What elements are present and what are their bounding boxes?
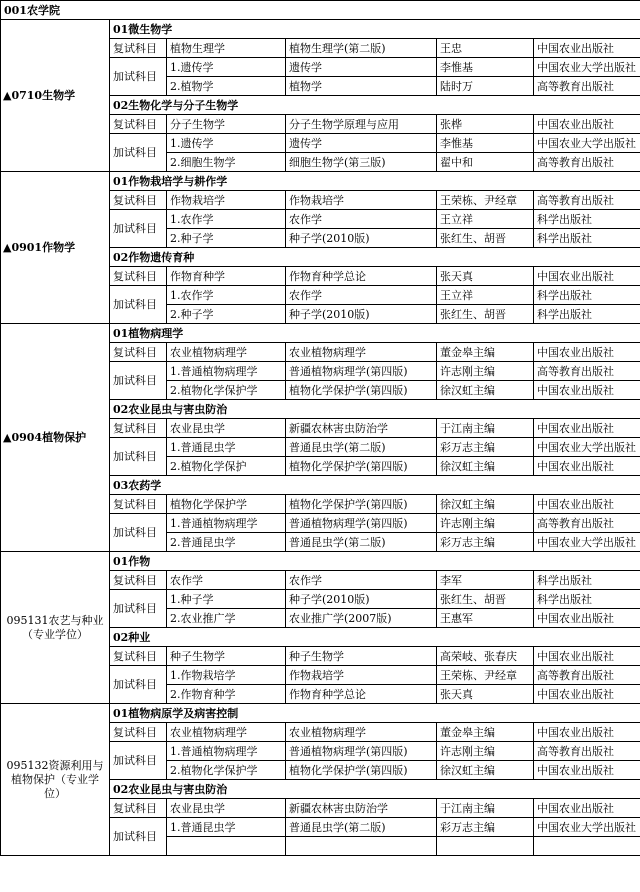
book-cell: 农作学 — [286, 210, 437, 229]
retest-label: 复试科目 — [110, 39, 167, 58]
book-cell: 种子学(2010版) — [286, 229, 437, 248]
publisher-cell: 中国农业出版社 — [534, 267, 640, 286]
book-cell: 种子学(2010版) — [286, 305, 437, 324]
subject-cell: 1.普通昆虫学 — [167, 438, 286, 457]
retest-label: 复试科目 — [110, 419, 167, 438]
book-cell: 农作学 — [286, 571, 437, 590]
publisher-cell: 中国农业出版社 — [534, 647, 640, 666]
author-cell: 许志刚主编 — [437, 362, 534, 381]
subject-cell: 2.细胞生物学 — [167, 153, 286, 172]
college-title: 001农学院 — [1, 1, 640, 20]
author-cell: 彩万志主编 — [437, 438, 534, 457]
direction-row — [1, 552, 640, 571]
subject-cell: 农业植物病理学 — [167, 343, 286, 362]
retest-label: 复试科目 — [110, 495, 167, 514]
direction-row — [1, 172, 640, 191]
subject-cell: 1.遗传学 — [167, 58, 286, 77]
subject-cell: 2.普通昆虫学 — [167, 533, 286, 552]
book-cell: 农业植物病理学 — [286, 343, 437, 362]
subject-cell: 植物生理学 — [167, 39, 286, 58]
author-cell: 许志刚主编 — [437, 742, 534, 761]
subject-cell: 作物育种学 — [167, 267, 286, 286]
publisher-cell: 高等教育出版社 — [534, 191, 640, 210]
author-cell: 张天真 — [437, 267, 534, 286]
publisher-cell: 科学出版社 — [534, 305, 640, 324]
subject-cell: 2.植物化学保护学 — [167, 381, 286, 400]
book-cell: 农业推广学(2007版) — [286, 609, 437, 628]
book-cell: 遗传学 — [286, 58, 437, 77]
book-cell: 普通植物病理学(第四版) — [286, 362, 437, 381]
subject-cell: 1.普通植物病理学 — [167, 514, 286, 533]
book-cell: 分子生物学原理与应用 — [286, 115, 437, 134]
direction-title: 01植物病理学 — [110, 324, 640, 343]
publisher-cell: 中国农业大学出版社 — [534, 134, 640, 153]
author-cell: 徐汉虹主编 — [437, 457, 534, 476]
major-name: ▲0901作物学 — [1, 172, 110, 324]
subject-cell: 2.种子学 — [167, 305, 286, 324]
author-cell: 许志刚主编 — [437, 514, 534, 533]
direction-title: 02种业 — [110, 628, 640, 647]
book-cell: 作物育种学总论 — [286, 267, 437, 286]
book-cell: 作物栽培学 — [286, 666, 437, 685]
publisher-cell: 高等教育出版社 — [534, 153, 640, 172]
subject-cell: 作物栽培学 — [167, 191, 286, 210]
author-cell: 董金皋主编 — [437, 343, 534, 362]
retest-label: 复试科目 — [110, 191, 167, 210]
retest-label: 复试科目 — [110, 799, 167, 818]
direction-row — [1, 20, 640, 39]
publisher-cell: 中国农业出版社 — [534, 419, 640, 438]
author-cell: 翟中和 — [437, 153, 534, 172]
book-cell: 作物育种学总论 — [286, 685, 437, 704]
direction-title: 02农业昆虫与害虫防治 — [110, 780, 640, 799]
major-name: ▲0904植物保护 — [1, 324, 110, 552]
retest-label: 复试科目 — [110, 647, 167, 666]
retest-label: 复试科目 — [110, 571, 167, 590]
author-cell: 彩万志主编 — [437, 818, 534, 837]
book-cell: 普通植物病理学(第四版) — [286, 742, 437, 761]
subject-cell: 1.遗传学 — [167, 134, 286, 153]
publisher-cell: 高等教育出版社 — [534, 666, 640, 685]
book-cell: 植物生理学(第二版) — [286, 39, 437, 58]
extra-label: 加试科目 — [110, 438, 167, 476]
book-cell — [286, 837, 437, 856]
subject-cell: 2.植物学 — [167, 77, 286, 96]
subject-cell: 2.农业推广学 — [167, 609, 286, 628]
author-cell: 徐汉虹主编 — [437, 381, 534, 400]
author-cell: 王立祥 — [437, 210, 534, 229]
extra-label: 加试科目 — [110, 58, 167, 96]
major-name: 095132资源利用与植物保护（专业学位） — [1, 704, 110, 856]
publisher-cell: 中国农业出版社 — [534, 115, 640, 134]
publisher-cell — [534, 837, 640, 856]
direction-title: 02农业昆虫与害虫防治 — [110, 400, 640, 419]
author-cell: 王荣栋、尹经章 — [437, 666, 534, 685]
publisher-cell: 中国农业出版社 — [534, 457, 640, 476]
subject-cell: 农业昆虫学 — [167, 419, 286, 438]
author-cell: 彩万志主编 — [437, 533, 534, 552]
extra-label: 加试科目 — [110, 210, 167, 248]
book-cell: 植物化学保护学(第四版) — [286, 761, 437, 780]
publisher-cell: 中国农业出版社 — [534, 723, 640, 742]
direction-title: 01植物病原学及病害控制 — [110, 704, 640, 723]
subject-cell: 种子生物学 — [167, 647, 286, 666]
extra-label: 加试科目 — [110, 286, 167, 324]
subject-cell: 2.植物化学保护 — [167, 457, 286, 476]
publisher-cell: 中国农业出版社 — [534, 381, 640, 400]
direction-title: 02生物化学与分子生物学 — [110, 96, 640, 115]
author-cell: 王立祥 — [437, 286, 534, 305]
subject-cell: 2.种子学 — [167, 229, 286, 248]
book-cell: 普通昆虫学(第二版) — [286, 533, 437, 552]
subject-cell: 1.普通植物病理学 — [167, 362, 286, 381]
major-name: ▲0710生物学 — [1, 20, 110, 172]
author-cell: 陆时万 — [437, 77, 534, 96]
book-cell: 植物化学保护学(第四版) — [286, 495, 437, 514]
author-cell: 徐汉虹主编 — [437, 761, 534, 780]
extra-label: 加试科目 — [110, 742, 167, 780]
book-cell: 植物化学保护学(第四版) — [286, 381, 437, 400]
book-cell: 普通昆虫学(第二版) — [286, 438, 437, 457]
publisher-cell: 中国农业出版社 — [534, 685, 640, 704]
direction-row — [1, 324, 640, 343]
major-name: 095131农艺与种业（专业学位） — [1, 552, 110, 704]
subject-cell: 分子生物学 — [167, 115, 286, 134]
subject-cell: 2.植物化学保护学 — [167, 761, 286, 780]
extra-label: 加试科目 — [110, 514, 167, 552]
retest-label: 复试科目 — [110, 267, 167, 286]
extra-label: 加试科目 — [110, 818, 167, 856]
author-cell: 李惟基 — [437, 134, 534, 153]
subject-cell: 植物化学保护学 — [167, 495, 286, 514]
author-cell: 张红生、胡晋 — [437, 229, 534, 248]
author-cell: 王惠军 — [437, 609, 534, 628]
publisher-cell: 中国农业大学出版社 — [534, 533, 640, 552]
publisher-cell: 中国农业大学出版社 — [534, 818, 640, 837]
direction-title: 01作物 — [110, 552, 640, 571]
publisher-cell: 高等教育出版社 — [534, 742, 640, 761]
publisher-cell: 科学出版社 — [534, 210, 640, 229]
publisher-cell: 高等教育出版社 — [534, 362, 640, 381]
subject-cell: 1.农作学 — [167, 210, 286, 229]
author-cell: 李军 — [437, 571, 534, 590]
book-cell: 种子生物学 — [286, 647, 437, 666]
publisher-cell: 高等教育出版社 — [534, 514, 640, 533]
publisher-cell: 科学出版社 — [534, 286, 640, 305]
subject-cell: 2.作物育种学 — [167, 685, 286, 704]
publisher-cell: 中国农业出版社 — [534, 39, 640, 58]
publisher-cell: 中国农业大学出版社 — [534, 58, 640, 77]
subject-cell: 农作学 — [167, 571, 286, 590]
publisher-cell: 科学出版社 — [534, 590, 640, 609]
author-cell: 高荣岐、张春庆 — [437, 647, 534, 666]
author-cell: 董金皋主编 — [437, 723, 534, 742]
publisher-cell: 中国农业大学出版社 — [534, 438, 640, 457]
retest-label: 复试科目 — [110, 115, 167, 134]
book-cell: 作物栽培学 — [286, 191, 437, 210]
book-cell: 农业植物病理学 — [286, 723, 437, 742]
subject-cell: 1.种子学 — [167, 590, 286, 609]
subject-cell: 1.农作学 — [167, 286, 286, 305]
book-cell: 新疆农林害虫防治学 — [286, 799, 437, 818]
direction-title: 03农药学 — [110, 476, 640, 495]
author-cell: 张红生、胡晋 — [437, 590, 534, 609]
publisher-cell: 中国农业出版社 — [534, 343, 640, 362]
book-cell: 农作学 — [286, 286, 437, 305]
author-cell: 张天真 — [437, 685, 534, 704]
book-cell: 普通植物病理学(第四版) — [286, 514, 437, 533]
extra-label: 加试科目 — [110, 590, 167, 628]
subject-cell: 农业植物病理学 — [167, 723, 286, 742]
extra-label: 加试科目 — [110, 666, 167, 704]
author-cell: 王荣栋、尹经章 — [437, 191, 534, 210]
retest-label: 复试科目 — [110, 343, 167, 362]
book-cell: 种子学(2010版) — [286, 590, 437, 609]
subject-cell: 1.普通植物病理学 — [167, 742, 286, 761]
direction-title: 02作物遗传育种 — [110, 248, 640, 267]
book-cell: 遗传学 — [286, 134, 437, 153]
retest-label: 复试科目 — [110, 723, 167, 742]
college-row — [1, 1, 640, 20]
direction-title: 01作物栽培学与耕作学 — [110, 172, 640, 191]
author-cell: 李惟基 — [437, 58, 534, 77]
subject-cell: 农业昆虫学 — [167, 799, 286, 818]
author-cell: 张红生、胡晋 — [437, 305, 534, 324]
book-cell: 普通昆虫学(第二版) — [286, 818, 437, 837]
publisher-cell: 中国农业出版社 — [534, 761, 640, 780]
author-cell — [437, 837, 534, 856]
extra-label: 加试科目 — [110, 134, 167, 172]
publisher-cell: 中国农业出版社 — [534, 799, 640, 818]
author-cell: 徐汉虹主编 — [437, 495, 534, 514]
book-cell: 细胞生物学(第三版) — [286, 153, 437, 172]
publisher-cell: 科学出版社 — [534, 229, 640, 248]
publisher-cell: 科学出版社 — [534, 571, 640, 590]
extra-label: 加试科目 — [110, 362, 167, 400]
book-cell: 植物化学保护学(第四版) — [286, 457, 437, 476]
direction-row — [1, 704, 640, 723]
publisher-cell: 高等教育出版社 — [534, 77, 640, 96]
author-cell: 王忠 — [437, 39, 534, 58]
publisher-cell: 中国农业出版社 — [534, 495, 640, 514]
author-cell: 于江南主编 — [437, 419, 534, 438]
author-cell: 张桦 — [437, 115, 534, 134]
book-cell: 新疆农林害虫防治学 — [286, 419, 437, 438]
direction-title: 01微生物学 — [110, 20, 640, 39]
subject-cell: 1.作物栽培学 — [167, 666, 286, 685]
publisher-cell: 中国农业出版社 — [534, 609, 640, 628]
author-cell: 于江南主编 — [437, 799, 534, 818]
subject-cell: 1.普通昆虫学 — [167, 818, 286, 837]
book-cell: 植物学 — [286, 77, 437, 96]
subject-cell — [167, 837, 286, 856]
